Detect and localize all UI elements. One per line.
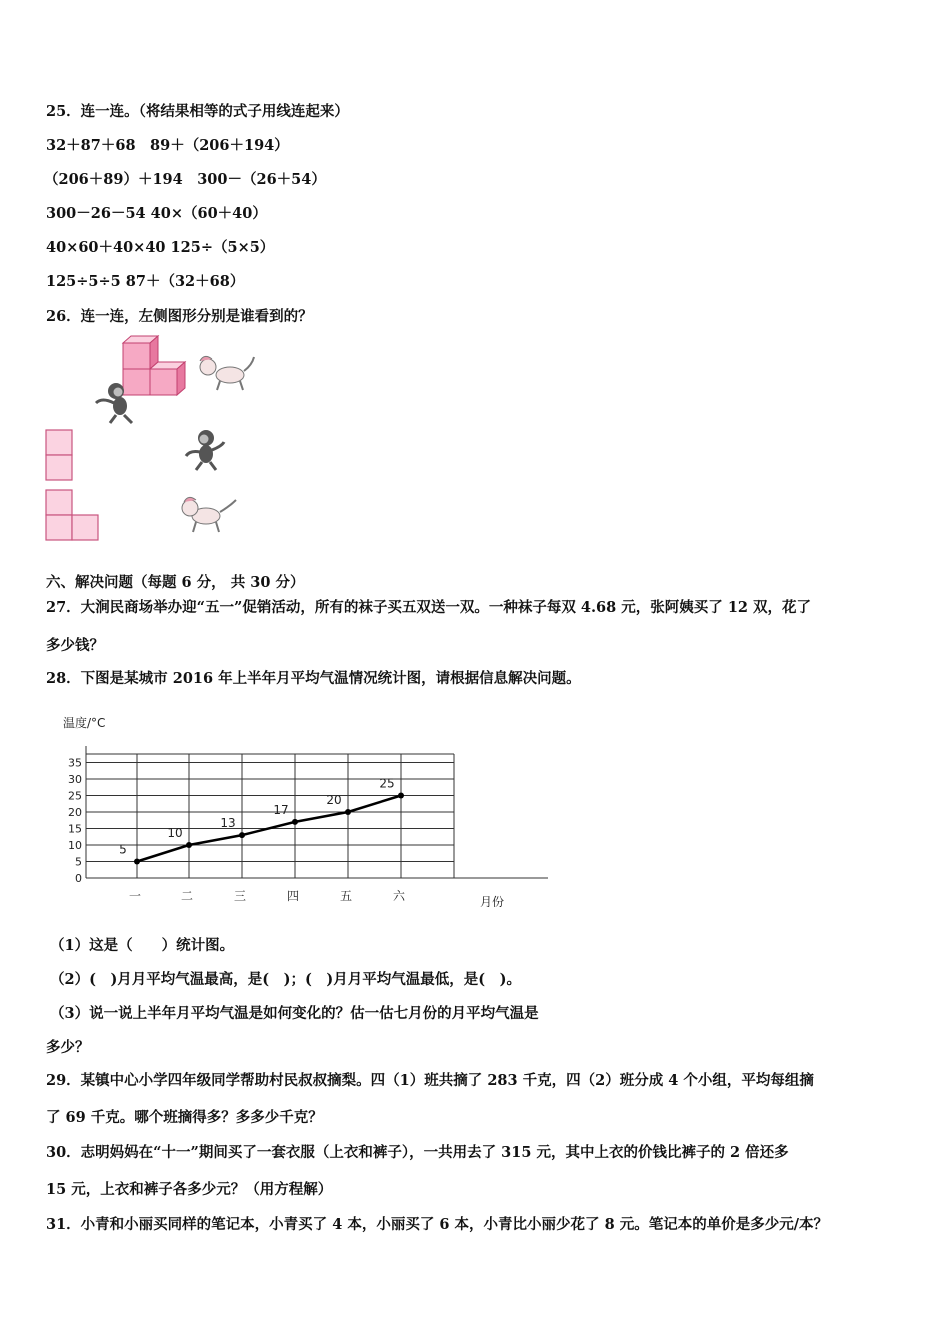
view-square	[46, 455, 72, 480]
data-label: 5	[119, 842, 127, 857]
q25-row-2: （206＋89）＋194 300－（26＋54）	[44, 171, 326, 188]
y-tick-label: 35	[68, 756, 82, 770]
q28-sub-3a: （3）说一说上半年月平均气温是如何变化的？估一估七月份的月平均气温是	[50, 1005, 539, 1022]
y-tick-label: 30	[68, 773, 82, 786]
q25-row-4: 40×60＋40×40 125÷（5×5）	[46, 239, 275, 256]
view-square	[72, 515, 98, 540]
data-label: 25	[379, 776, 395, 791]
q25-title: 25．连一连。（将结果相等的式子用线连起来）	[46, 103, 349, 120]
y-tick-label: 15	[68, 822, 82, 836]
chart-y-label: 温度/°C	[63, 716, 106, 730]
data-point	[398, 793, 404, 799]
q26-title: 26．连一连，左侧图形分别是谁看到的？	[46, 308, 313, 325]
x-tick-label: 六	[392, 889, 406, 903]
view-square	[46, 430, 72, 455]
dog-icon	[200, 356, 254, 390]
q28-sub-2: （2）( )月月平均气温最高，是( )；( )月月平均气温最低，是( )。	[50, 971, 521, 988]
monkey-icon	[186, 430, 224, 470]
q25-row-5: 125÷5÷5 87＋（32＋68）	[46, 273, 245, 290]
view-square	[46, 490, 72, 515]
q29-line-2: 了 69 千克。哪个班摘得多？多多少千克？	[46, 1109, 323, 1126]
data-point	[186, 842, 192, 848]
q30-line-2: 15 元，上衣和裤子各多少元？（用方程解）	[46, 1181, 333, 1198]
data-point	[292, 819, 298, 825]
view-two-squares-figure	[44, 428, 244, 483]
view-l-shape-figure	[44, 488, 244, 543]
chart-x-label: 月份	[480, 895, 505, 909]
x-tick-label: 二	[180, 889, 194, 903]
dog-icon	[182, 497, 236, 532]
q25-row-3: 300－26－54 40×（60＋40）	[46, 205, 267, 222]
cube-stack	[123, 336, 185, 395]
data-label: 10	[167, 826, 183, 840]
q31-line-1: 31．小青和小丽买同样的笔记本，小青买了 4 本，小丽买了 6 本，小青比小丽少花了 8 元。笔记本的单价是多少元/本？	[46, 1216, 829, 1233]
data-point	[134, 859, 140, 865]
x-tick-label: 一	[128, 889, 142, 903]
q28-title: 28．下图是某城市 2016 年上半年月平均气温情况统计图，请根据信息解决问题。	[46, 670, 581, 687]
y-tick-label: 25	[68, 789, 82, 803]
q30-line-1: 30．志明妈妈在“十一”期间买了一套衣服（上衣和裤子），一共用去了 315 元，其中上衣的价钱比裤子的 2 倍还多	[46, 1144, 789, 1161]
y-tick-label: 0	[75, 872, 82, 885]
cube-scene-figure	[90, 333, 260, 428]
q29-line-1: 29．某镇中心小学四年级同学帮助村民叔叔摘梨。四（1）班共摘了 283 千克，四（2）班分成 4 个小组，平均每组摘	[46, 1072, 814, 1089]
q25-row-1: 32＋87＋68 89＋（206＋194）	[46, 137, 289, 154]
data-label: 13	[220, 816, 236, 831]
x-tick-label: 三	[233, 889, 247, 903]
q27-line-1: 27．大涧民商场举办迎“五一”促销活动，所有的袜子买五双送一双。一种袜子每双 4.68 元，张阿姨买了 12 双，花了	[46, 599, 812, 616]
data-label: 20	[326, 793, 342, 807]
q27-line-2: 多少钱？	[46, 637, 104, 654]
x-tick-label: 五	[339, 889, 353, 903]
data-label: 17	[273, 802, 289, 817]
y-tick-label: 5	[75, 855, 82, 869]
view-square	[46, 515, 72, 540]
x-tick-label: 四	[286, 889, 300, 903]
q28-sub-3b: 多少？	[46, 1039, 90, 1056]
y-tick-label: 20	[68, 806, 82, 819]
q28-sub-1: （1）这是（ ）统计图。	[50, 937, 235, 954]
section-6-heading: 六、解决问题（每题 6 分， 共 30 分）	[46, 574, 305, 591]
temperature-line-chart	[50, 708, 560, 913]
data-point	[239, 832, 245, 838]
y-tick-label: 10	[68, 839, 82, 852]
data-point	[345, 809, 351, 815]
